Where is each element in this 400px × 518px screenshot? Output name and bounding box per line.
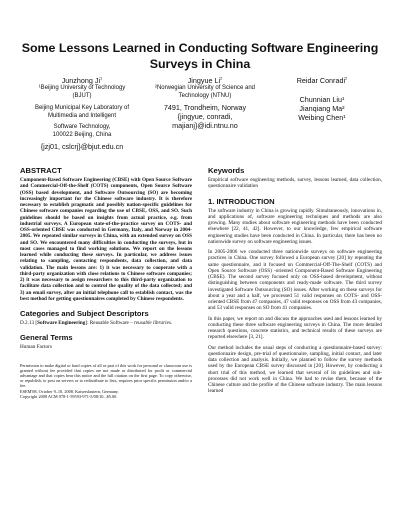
- author-name: Junzhong Ji: [61, 76, 101, 85]
- categories-heading: Categories and Subject Descriptors: [20, 309, 149, 318]
- author-name: Weibing Chen¹: [298, 113, 346, 122]
- introduction-heading: 1. INTRODUCTION: [208, 196, 275, 206]
- author-name: Jingyue Li: [187, 76, 221, 85]
- intro-paragraph-2: In 2005-2006 we conducted three nationwide surveys on software engineering practices in China. One survey followed a European survey [20] by repeating the same questionnaire, and it focused on Commercial-Off-The-Shelf (COTS) and Open Source Software (OSS) -oriented Component-Based Software Engineering (CBSE). The second survey focused only on OSS-based development, without distinguishing between components and ready-made software. The third survey investigated Software Outsourcing (SO) issues. After working on these surveys for about a year and a half, we processed 51 valid responses on COTS- and OSS-oriented CBSE from 47 companies, 47 valid responses on OSS from 43 companies, and 53 valid responses on SO from 41 companies.: [208, 249, 382, 312]
- author-name: Reidar Conradi: [296, 76, 346, 85]
- author-name: Chunnian Liu¹: [299, 95, 345, 104]
- abstract-text: Component-Based Software Engineering (CBSE) with Open Source Software and Commercial-Off-the-Shelf (COTS) components, Open Source Software (OSS) based development, and Software Outsourcing (SO) are becoming increasingly important for the Chinese software industry. It is therefore necessary to establish pragmatic and possibly nation-specific guidelines for Chinese software companies regarding the use of CBSE, OSS, and SO. Such guidelines should be based on insights from actual practice, e.g. from industrial surveys. A European state-of-the-practice survey on COTS- and OSS-oriented CBSE was conducted in Germany, Italy, and Norway in 2004-2005. We repeated similar surveys in China, with an extended survey on OSS and SO. We encountered many difficulties in conducting the surveys, but in most cases managed to find working solutions. We report on the lessons learned while conducting these surveys. In particular, we address issues relating to sampling, contacting respondents, data collection, and data validation. The main lessons are: 1) it was necessary to cooperate with a third-party organization with close relations to Chinese software companies; 2) it was necessary to assign researchers to this third-party organization to facilitate data collection and to control the quality of the data collected; and 3) an email survey, after an initial telephone call to establish contact, was the best method for getting questionnaires completed by Chinese respondents.: [20, 177, 192, 302]
- intro-paragraph-1: The software industry in China is growing rapidly. Simultaneously, innovations in, and applications of, software engineering techniques and methods are also growing. Many studies about software engineering methods have been conducted elsewhere [22, 41, 42]. However, to our knowledge, few empirical software engineering studies have been conducted in China. In particular, there has been no nationwide survey on software engineering issues.: [208, 207, 382, 245]
- copyright-notice: Copyright 2008 ACM 978-1-59593-971-5/08/10...$5.00.: [20, 393, 118, 399]
- paper-title: Some Lessons Learned in Conducting Software Engineering Surveys in China: [21, 41, 379, 71]
- right-column: [208, 166, 382, 399]
- author-affiliation-2: Jingyue Li$^2$ ²Norwegian University of Science and Technology (NTNU) 7491, Trondheim, Norway {jingyue, conradi, majianj}@idi.ntnu.no: [146, 76, 264, 130]
- intro-paragraph-3: In this paper, we report on and discuss the approaches used and lessons learned by conducting these three software engineering surveys in China. The more detailed research questions, concrete statistics, and technical results of these surveys are reported elsewhere [3, 21].: [208, 315, 382, 341]
- keywords-text: Empirical software engineering methods, survey, lessons learned, data collection, questionnaire validation: [208, 177, 382, 190]
- keywords-heading: Keywords: [208, 166, 245, 175]
- author-email: {jzj01, cslcrj}@bjut.edu.cn: [40, 142, 124, 152]
- general-terms-heading: General Terms: [20, 333, 73, 343]
- author-affiliation-3: Reidar Conradi$^2$ Chunnian Liu¹ Jianqiang Ma² Weibing Chen¹: [270, 76, 374, 122]
- abstract-heading: ABSTRACT: [20, 166, 62, 175]
- conference-info: ESEM'08, October 9–10, 2008, Kaiserslautern, Germany.: [20, 388, 119, 394]
- author-name: Jianqiang Ma²: [299, 104, 345, 113]
- general-terms-text: Human Factors: [20, 344, 52, 351]
- categories-text: D.2.13 [Software Engineering]: Reusable Software – reusable libraries.: [20, 320, 173, 326]
- intro-paragraph-4: Our method includes the usual steps of conducting a questionnaire-based survey: questionnaire design, pre-trial of questionnaire, sampling, initial contact, and later data collection and analysis. Initially, we planned to follow the survey methods used by the European CBSE survey discussed in [20]. However, by conducting a short trial of this method, we learned that several of its guidelines and sub-processes did not work well in China. We had to revise them, because of the Chinese culture and the profile of the Chinese software industry. The main lessons learned: [208, 344, 382, 395]
- left-column: [20, 166, 192, 399]
- author-affiliation-1: Junzhong Ji$^1$ ¹Beijing University of Technology (BJUT) Beijing Municipal Key Laboratory of Multimedia and Intelligent Software Technology, 100022 Beijing, China {jzj01, cslcrj}@bjut.edu.cn: [20, 76, 144, 151]
- permission-notice: Permission to make digital or hard copies of all or part of this work for personal or classroom use is granted without fee provided that copies are not made or distributed for profit or commercial advantage and that copies bear this notice and the full citation on the first page. To copy otherwise, or republish, to post on servers or to redistribute to lists, requires prior specific permission and/or a fee.: [20, 362, 192, 389]
- author-email: majianj}@idi.ntnu.no: [172, 121, 238, 131]
